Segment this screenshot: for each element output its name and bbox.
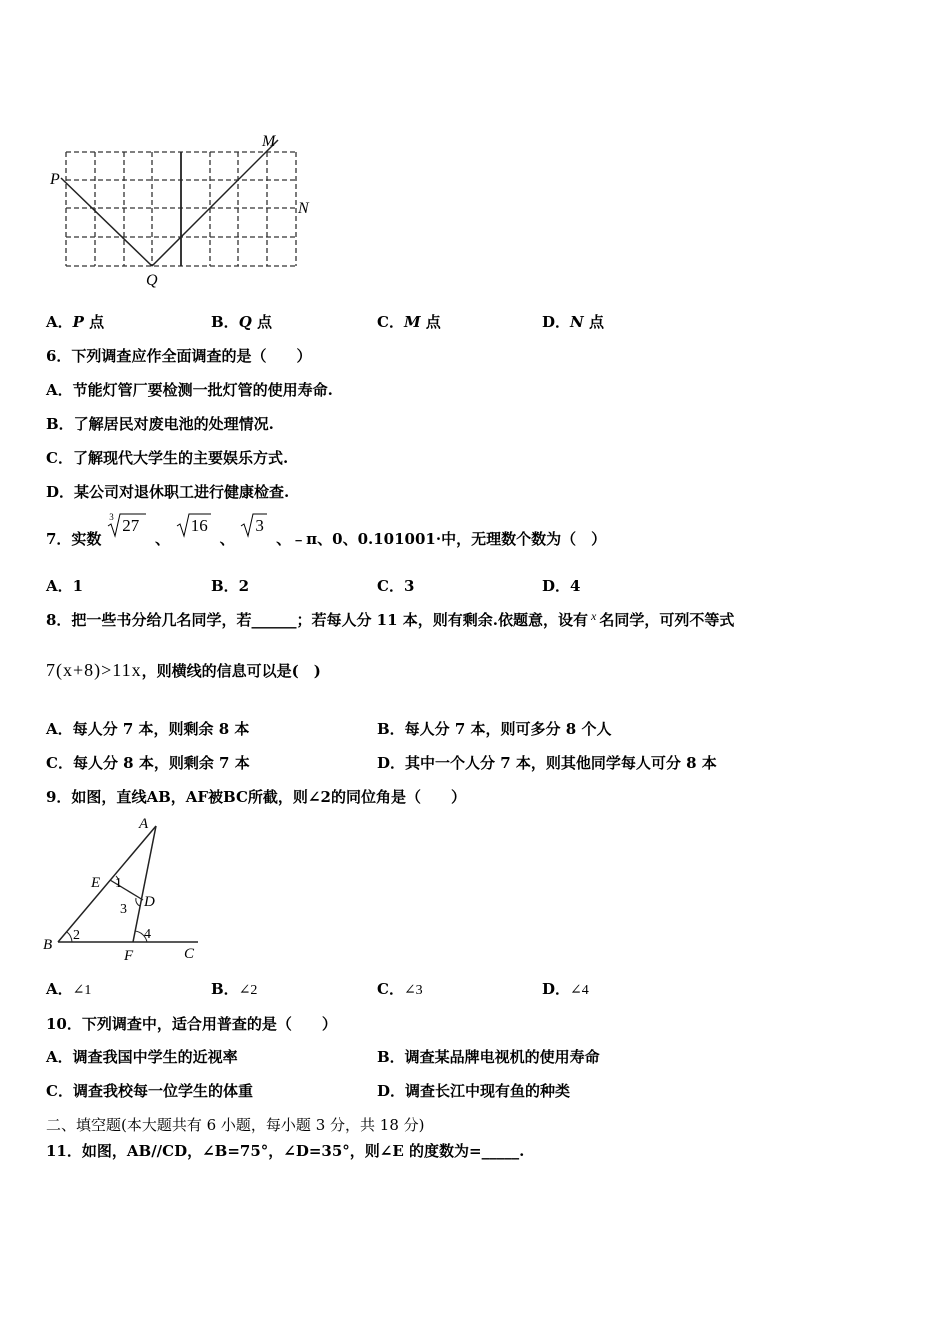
q8-stem-b: 名同学，可列不等式 (599, 611, 735, 629)
line-PQ (61, 178, 152, 266)
section-title: 二、填空题(本大题共有 6 小题，每小题 3 分，共 18 分) (46, 1116, 425, 1134)
q11-stem: 11．如图，AB//CD，∠B=75°，∠D=35°，则∠E 的度数为=_____. (46, 1142, 525, 1160)
q7-option-a[interactable]: A．1 (46, 577, 84, 595)
q9-stem: 9．如图，直线AB，AF被BC所截，则∠2的同位角是（ ） (46, 788, 466, 806)
fig9-label-2: 2 (73, 928, 80, 943)
q9-option-b[interactable] (211, 978, 257, 999)
line-AF (133, 826, 156, 942)
q5-option-a-text: 点 (89, 313, 105, 331)
fig9-label-1: 1 (115, 876, 122, 891)
q7-cbrt-index: 3 (109, 512, 114, 522)
q9-option-b-letter: B． (211, 980, 239, 998)
q6-stem: 6．下列调查应作全面调查的是（ ） (46, 347, 312, 365)
q5-option-a[interactable] (46, 311, 104, 332)
q7-sep-1: 、 (155, 530, 171, 548)
q6-option-b[interactable]: B．了解居民对废电池的处理情况. (46, 415, 274, 433)
grid-figure (40, 128, 330, 290)
q9-option-d-letter: D． (542, 980, 571, 998)
q8-stem-c: ，则横线的信息可以是( ) (141, 662, 321, 680)
q9-option-c-angle: ∠3 (403, 983, 423, 998)
q9-option-c[interactable] (377, 978, 423, 999)
q6-option-c[interactable]: C．了解现代大学生的主要娱乐方式. (46, 449, 289, 467)
q7-option-c[interactable]: C．3 (377, 577, 415, 595)
q9-option-d[interactable] (542, 978, 589, 999)
fig9-label-4: 4 (144, 927, 151, 942)
q5-option-b-text: 点 (257, 313, 273, 331)
q5-option-b-var: Q (238, 313, 252, 331)
fig9-label-C: C (184, 946, 195, 962)
line-BA (58, 826, 156, 942)
q8-option-b[interactable]: B．每人分 7 本，则可多分 8 个人 (377, 720, 612, 738)
q9-option-d-angle: ∠4 (570, 983, 589, 998)
q5-option-c[interactable] (377, 311, 441, 332)
q8-var-x: x (590, 609, 597, 623)
fig9-label-F: F (124, 948, 134, 964)
q9-option-a[interactable] (46, 978, 91, 999)
q7-radicand-1: 27 (122, 516, 140, 535)
q9-option-a-angle: ∠1 (72, 983, 92, 998)
q5-option-d-letter: D． (542, 313, 571, 331)
q8-option-a[interactable]: A．每人分 7 本，则剩余 8 本 (46, 720, 250, 738)
label-Q: Q (146, 272, 158, 289)
fig9-label-3: 3 (120, 902, 127, 917)
q8-option-d[interactable]: D．其中一个人分 7 本，则其他同学每人可分 8 本 (377, 754, 717, 772)
q7-sqrt-16 (175, 512, 211, 540)
q7-option-d[interactable]: D．4 (542, 577, 581, 595)
q8-inequality-line (46, 660, 321, 681)
q5-option-c-var: M (403, 313, 421, 331)
q5-option-d-text: 点 (588, 313, 604, 331)
q5-option-b-letter: B． (211, 313, 239, 331)
triangle-figure (40, 812, 205, 964)
q10-option-a[interactable]: A．调查我国中学生的近视率 (46, 1048, 238, 1066)
q10-stem: 10．下列调查中，适合用普查的是（ ） (46, 1015, 337, 1033)
q5-option-b[interactable] (211, 311, 272, 332)
line-QM (152, 140, 278, 266)
q10-option-c[interactable]: C．调查我校每一位学生的体重 (46, 1082, 253, 1100)
q7-prefix: 7．实数 (46, 530, 102, 548)
fig9-label-D: D (144, 894, 155, 910)
q7-stem (46, 512, 606, 552)
q5-option-d-var: N (570, 313, 584, 331)
q5-option-d[interactable] (542, 311, 604, 332)
q9-option-b-angle: ∠2 (238, 983, 258, 998)
q7-sqrt-3 (239, 512, 267, 540)
q10-option-d[interactable]: D．调查长江中现有鱼的种类 (377, 1082, 571, 1100)
label-N: N (298, 200, 309, 217)
q7-radicand-3: 3 (255, 516, 264, 535)
fig9-label-E: E (91, 875, 101, 891)
fig9-label-A: A (139, 816, 149, 832)
q7-option-b[interactable]: B．2 (211, 577, 250, 595)
q7-radicand-2: 16 (190, 516, 208, 535)
q5-option-a-letter: A． (46, 313, 73, 331)
q7-cbrt (106, 512, 146, 540)
q6-option-d[interactable]: D．某公司对退休职工进行健康检查. (46, 483, 290, 501)
q8-inequality: 7(x+8)>11x (46, 660, 142, 680)
fig9-label-B: B (43, 937, 53, 953)
q6-option-a[interactable]: A．节能灯管厂要检测一批灯管的使用寿命. (46, 381, 333, 399)
q8-stem (46, 609, 734, 630)
q9-option-c-letter: C． (377, 980, 404, 998)
q10-option-b[interactable]: B．调查某品牌电视机的使用寿命 (377, 1048, 600, 1066)
q5-option-c-text: 点 (425, 313, 441, 331)
q8-stem-a: 8．把一些书分给几名同学，若______；若每人分 11 本，则有剩余.依题意，设有 (46, 611, 588, 629)
q8-option-c[interactable]: C．每人分 8 本，则剩余 7 本 (46, 754, 250, 772)
label-M: M (262, 133, 276, 150)
q5-option-c-letter: C． (377, 313, 404, 331)
q7-sep-2: 、 (219, 530, 235, 548)
q5-option-a-var: P (72, 313, 84, 331)
q9-option-a-letter: A． (46, 980, 73, 998)
label-P: P (50, 171, 60, 188)
q7-tail: 、﹣π、0、0.101001·中，无理数个数为（ ） (276, 530, 607, 548)
